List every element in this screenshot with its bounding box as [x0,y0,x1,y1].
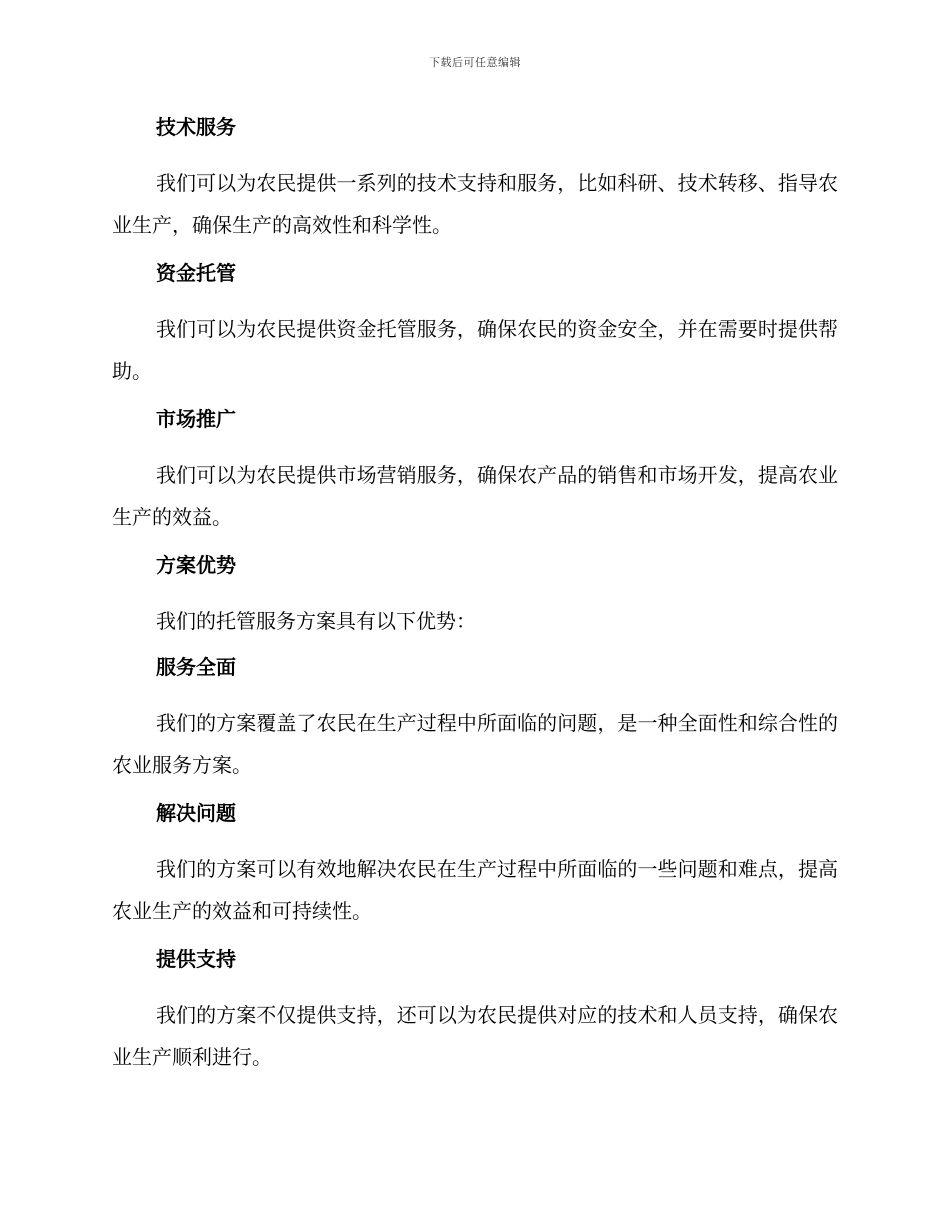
document-body [112,110,838,1088]
section-body-tech-service: 我们可以为农民提供一系列的技术支持和服务，比如科研、技术转移、指导农业生产，确保生产的高效性和科学性。 [112,171,838,237]
section-body-fund-custody: 我们可以为农民提供资金托管服务，确保农民的资金安全，并在需要时提供帮助。 [112,317,838,383]
section-heading-fund-custody: 资金托管 [156,261,236,285]
section-body-market-promotion: 我们可以为农民提供市场营销服务，确保农产品的销售和市场开发，提高农业生产的效益。 [112,463,838,529]
section-body-plan-advantages: 我们的托管服务方案具有以下优势： [156,609,476,633]
section-body-comprehensive-service: 我们的方案覆盖了农民在生产过程中所面临的问题，是一种全面性和综合性的农业服务方案。 [112,711,838,777]
section-heading-provide-support: 提供支持 [156,947,236,971]
section-heading-comprehensive-service: 服务全面 [156,655,236,679]
section-body-provide-support: 我们的方案不仅提供支持，还可以为农民提供对应的技术和人员支持，确保农业生产顺利进行。 [112,1003,838,1069]
section-heading-tech-service: 技术服务 [156,115,236,139]
section-heading-solve-problems: 解决问题 [156,801,236,825]
section-heading-plan-advantages: 方案优势 [156,553,236,577]
page-header: 下载后可任意编辑 [429,56,521,69]
section-body-solve-problems: 我们的方案可以有效地解决农民在生产过程中所面临的一些问题和难点，提高农业生产的效益和可持续性。 [112,857,838,923]
section-heading-market-promotion: 市场推广 [156,407,236,431]
